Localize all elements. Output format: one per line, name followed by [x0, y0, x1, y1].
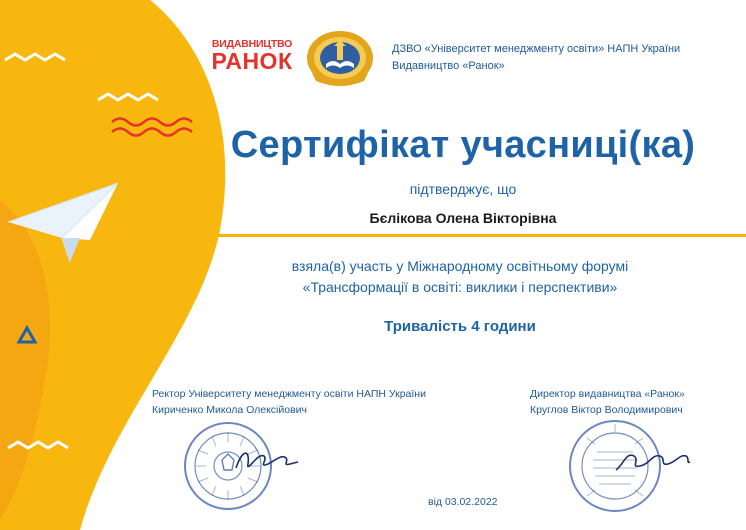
left-signature-scribble: [232, 442, 302, 478]
certificate-subtitle: підтверджує, що: [409, 181, 517, 197]
duration-text: Тривалість 4 години: [384, 318, 536, 335]
organization-header: [392, 41, 680, 75]
university-emblem-icon: [302, 28, 378, 88]
right-signatory-name: Круглов Віктор Володимирович: [530, 404, 683, 416]
ranok-logo: [209, 38, 295, 72]
ranok-logo-small-text: ВИДАВНИЦТВО: [211, 38, 293, 50]
right-signatory: [530, 386, 685, 418]
participant-name: Бєлікова Олена Вікторівна: [369, 210, 557, 226]
participation-line-2: «Трансформації в освіті: виклики і перспективи»: [302, 279, 618, 295]
left-signatory: [152, 386, 426, 418]
certificate-title: Сертифікат учасниці(ка): [230, 124, 696, 166]
organization-line-2: Видавництво «Ранок»: [392, 60, 505, 72]
organization-line-1: ДЗВО «Університет менеджменту освіти» НАПН України: [392, 43, 681, 55]
left-signatory-name: Кириченко Микола Олексійович: [152, 404, 308, 416]
name-divider: [218, 234, 746, 237]
right-signatory-title: Директор видавництва «Ранок»: [530, 388, 685, 400]
right-signature-scribble: [612, 442, 692, 478]
left-signatory-title: Ректор Університету менеджменту освіти НАПН України: [152, 388, 426, 400]
participation-line-1: взяла(в) участь у Міжнародному освітньому форумі: [291, 258, 629, 274]
ranok-logo-big-text: РАНОК: [211, 48, 293, 74]
issue-date: від 03.02.2022: [428, 496, 498, 508]
